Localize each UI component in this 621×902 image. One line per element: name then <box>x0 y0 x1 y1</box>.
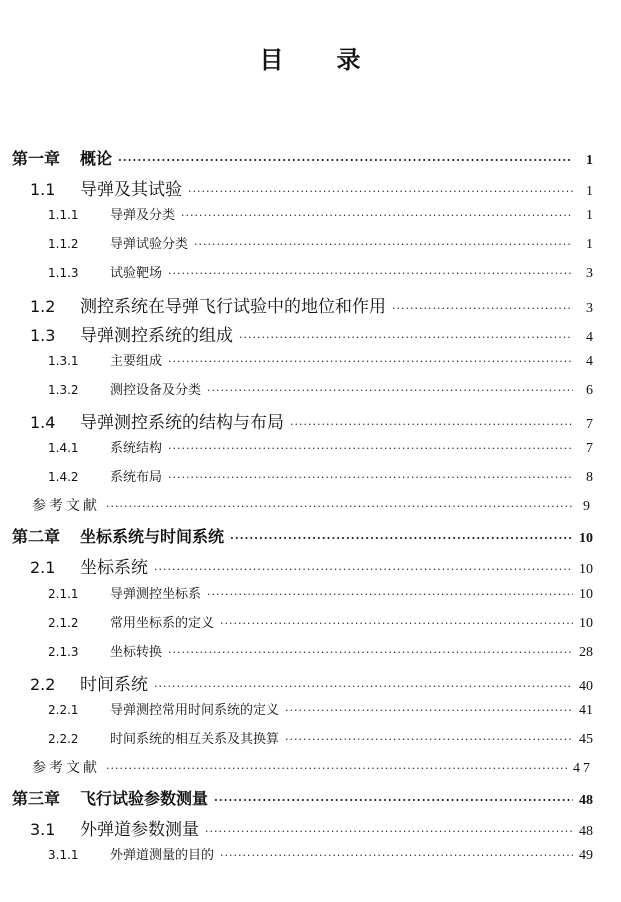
toc-entry[interactable] <box>32 495 593 515</box>
toc-page-number: 1 <box>586 237 593 253</box>
toc-entry-title: 参考文献 <box>32 498 100 515</box>
toc-page-number: 4 <box>586 329 593 345</box>
toc-page-number: 10 <box>579 531 593 547</box>
toc-dot-leader <box>194 238 573 251</box>
toc-dot-leader <box>168 267 573 280</box>
toc-entry-label <box>30 670 148 695</box>
toc-entry-label <box>48 844 214 863</box>
toc-page-number: 8 <box>586 470 593 486</box>
toc-entry-label <box>32 495 100 515</box>
toc-entry-title: 外弹道参数测量 <box>80 820 199 841</box>
toc-entry-title: 导弹测控坐标系 <box>110 586 202 602</box>
toc-entry[interactable] <box>12 786 593 809</box>
toc-entry[interactable] <box>48 466 593 486</box>
toc-entry-number: 3.1.1 <box>48 848 79 863</box>
toc-entry[interactable] <box>48 641 593 661</box>
toc-page-number: 1 <box>586 184 593 200</box>
toc-entry[interactable] <box>30 292 593 317</box>
toc-entry-label <box>48 641 162 660</box>
toc-entry-number: 1.4.1 <box>48 441 79 455</box>
toc-entry-number: 1.1.3 <box>48 266 79 281</box>
toc-entry[interactable] <box>48 379 593 399</box>
toc-page-number: 49 <box>579 848 593 864</box>
toc-entry-title: 坐标系统与时间系统 <box>80 527 225 547</box>
toc-page-number: 45 <box>579 732 593 747</box>
toc-entry-title: 参考文献 <box>32 760 100 777</box>
toc-page-number: 10 <box>579 562 593 578</box>
toc-page-number: 47 <box>573 761 593 777</box>
toc-entry-number: 1.1.2 <box>48 237 79 252</box>
toc-entry-number: 2.1.3 <box>48 644 79 659</box>
toc-entry[interactable] <box>12 524 593 547</box>
toc-entry-number: 1.1.1 <box>48 208 79 223</box>
toc-entry-title: 导弹测控常用时间系统的定义 <box>110 702 280 718</box>
toc-page-number: 6 <box>586 382 593 398</box>
toc-page-number: 1 <box>586 208 593 224</box>
toc-entry[interactable] <box>30 553 593 578</box>
toc-entry[interactable] <box>30 321 593 346</box>
toc-entry-label <box>48 437 162 456</box>
toc-entry-label <box>48 233 188 252</box>
toc-entry[interactable] <box>48 350 593 370</box>
toc-dot-leader <box>290 418 573 431</box>
toc-entry-label <box>48 204 175 223</box>
toc-page-number: 10 <box>579 615 593 631</box>
toc-entry-title: 测控设备及分类 <box>110 382 202 398</box>
toc-entry-label <box>30 321 233 346</box>
toc-entry-number: 1.4.2 <box>48 470 79 485</box>
toc-dot-leader <box>239 331 573 344</box>
toc-entry-label <box>48 350 162 369</box>
toc-dot-leader <box>168 355 573 368</box>
toc-dot-leader <box>154 563 573 576</box>
toc-entry-title: 坐标转换 <box>110 644 163 660</box>
toc-page-number: 1 <box>586 153 593 168</box>
toc-page-number: 48 <box>579 824 593 840</box>
toc-entry-number: 第一章 <box>12 149 61 168</box>
toc-dot-leader <box>168 442 573 455</box>
toc-dot-leader <box>230 532 573 545</box>
toc-entry[interactable] <box>48 233 593 253</box>
toc-entry-label <box>48 728 279 747</box>
toc-entry-number: 2.1.1 <box>48 586 79 601</box>
toc-dot-leader <box>205 825 573 838</box>
toc-dot-leader <box>118 154 573 167</box>
toc-page-number: 3 <box>586 266 593 282</box>
toc-dot-leader <box>220 617 573 630</box>
toc-entry[interactable] <box>48 699 593 719</box>
toc-entry-label <box>12 524 224 547</box>
toc-entry-title: 导弹及分类 <box>110 208 176 224</box>
toc-dot-leader <box>106 500 573 513</box>
toc-entry-title: 时间系统的相互关系及其换算 <box>110 732 280 747</box>
toc-entry-label <box>30 815 199 840</box>
toc-dot-leader <box>285 704 573 717</box>
toc-entry-label <box>12 146 112 169</box>
toc-entry-title: 系统结构 <box>110 441 163 456</box>
toc-entry[interactable] <box>48 583 593 603</box>
page-title-char-2: 录 <box>336 45 362 74</box>
toc-entry-label <box>48 466 162 485</box>
toc-page-number: 7 <box>586 441 593 456</box>
toc-entry-title: 测控系统在导弹飞行试验中的地位和作用 <box>80 296 386 317</box>
toc-page-number: 40 <box>579 678 593 694</box>
toc-entry[interactable] <box>30 815 593 840</box>
toc-entry-number: 1.3.1 <box>48 353 79 368</box>
toc-entry[interactable] <box>48 612 593 632</box>
toc-entry-label <box>48 262 162 281</box>
toc-entry-number: 第二章 <box>12 527 61 547</box>
toc-entry-title: 试验靶场 <box>110 266 163 282</box>
toc-entry-label <box>48 379 201 398</box>
toc-entry-title: 导弹测控系统的组成 <box>80 325 233 346</box>
toc-entry-title: 系统布局 <box>110 470 163 486</box>
toc-page-number: 3 <box>586 300 593 316</box>
toc-entry-number: 1.3.2 <box>48 382 79 397</box>
toc-page-number: 10 <box>579 586 593 602</box>
toc-entry-title: 飞行试验参数测量 <box>80 789 209 809</box>
toc-entry[interactable] <box>48 204 593 224</box>
toc-entry-label <box>30 175 182 200</box>
toc-dot-leader <box>220 849 573 862</box>
toc-dot-leader <box>168 471 573 484</box>
toc-entry-number: 2.2.2 <box>48 732 79 746</box>
toc-entry[interactable] <box>48 437 593 457</box>
toc-entry[interactable] <box>48 844 593 864</box>
toc-page-number: 4 <box>586 353 593 369</box>
toc-entry-title: 时间系统 <box>80 674 148 695</box>
toc-entry-number: 2.2 <box>30 674 56 694</box>
toc-entry-number: 1.1 <box>30 180 56 200</box>
toc-dot-leader <box>181 209 573 222</box>
toc-entry[interactable] <box>48 262 593 282</box>
toc-entry-title: 导弹测控系统的结构与布局 <box>80 412 284 433</box>
toc-dot-leader <box>168 646 573 659</box>
toc-page-number: 9 <box>583 499 593 515</box>
toc-entry-title: 导弹试验分类 <box>110 237 189 253</box>
toc-entry-number: 2.1.2 <box>48 615 79 630</box>
toc-dot-leader <box>285 733 573 746</box>
toc-entry-label <box>30 553 148 578</box>
toc-entry[interactable] <box>30 408 593 433</box>
toc-entry[interactable] <box>30 175 593 200</box>
toc-entry-title: 主要组成 <box>110 353 163 369</box>
toc-dot-leader <box>154 680 573 693</box>
toc-entry-label <box>48 699 279 718</box>
toc-page-number: 41 <box>579 702 593 718</box>
toc-entry-label <box>12 786 208 809</box>
toc-dot-leader <box>392 302 573 315</box>
toc-entry-number: 1.2 <box>30 296 56 316</box>
toc-entry[interactable] <box>12 146 593 169</box>
toc-entry-number: 1.4 <box>30 412 56 432</box>
toc-entry-title: 坐标系统 <box>80 558 148 579</box>
toc-entry-label <box>30 408 284 433</box>
toc-entry-number: 第三章 <box>12 789 61 809</box>
toc-entry-number: 2.1 <box>30 558 56 578</box>
toc-entry[interactable] <box>32 757 593 777</box>
toc-dot-leader <box>214 794 573 807</box>
toc-dot-leader <box>106 762 567 775</box>
toc-entry-number: 2.2.1 <box>48 702 79 717</box>
toc-dot-leader <box>207 384 573 397</box>
toc-entry-label <box>30 292 386 317</box>
toc-entry-title: 概论 <box>80 149 113 168</box>
toc-entry-label <box>32 757 100 777</box>
toc-page-number: 48 <box>579 793 593 809</box>
page-title-char-1: 目 <box>259 45 285 74</box>
toc-entry-number: 1.3 <box>30 325 56 345</box>
toc-entry[interactable] <box>48 728 593 748</box>
toc-entry-number: 3.1 <box>30 820 56 840</box>
toc-dot-leader <box>188 185 573 198</box>
toc-page-number: 28 <box>579 644 593 660</box>
toc-dot-leader <box>207 588 573 601</box>
toc-page-number: 7 <box>586 416 593 432</box>
toc-entry[interactable] <box>30 670 593 695</box>
toc-entry-label <box>48 583 201 602</box>
toc-entry-label <box>48 612 214 631</box>
toc-entry-title: 导弹及其试验 <box>80 180 182 201</box>
toc-entry-title: 常用坐标系的定义 <box>110 615 215 631</box>
toc-entry-title: 外弹道测量的目的 <box>110 848 215 864</box>
